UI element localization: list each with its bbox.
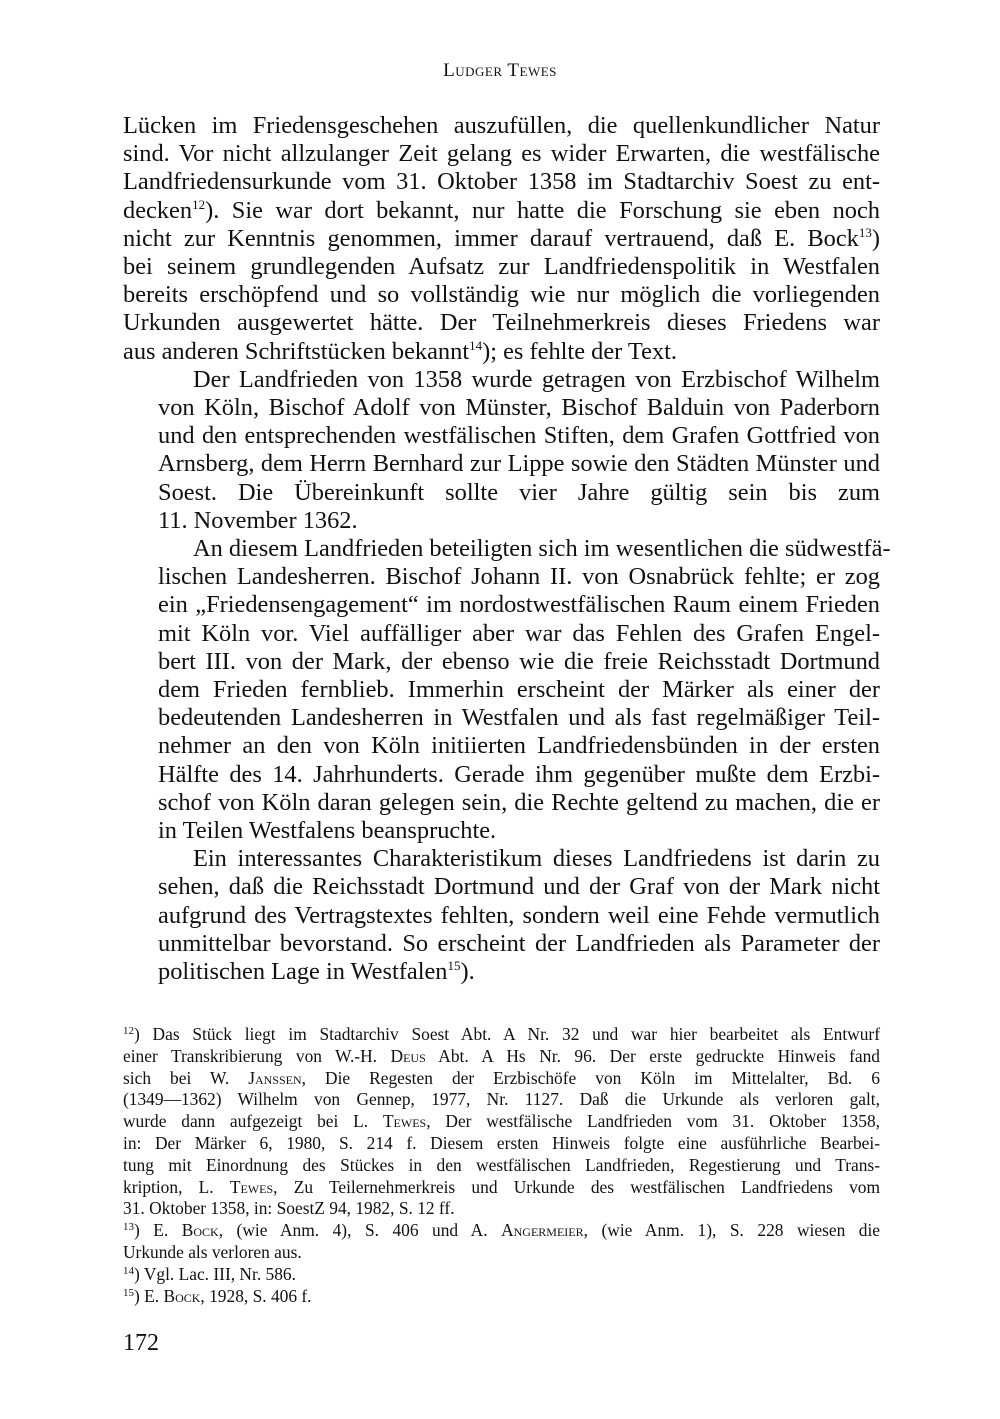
text-line xyxy=(123,338,880,366)
text-line: Lücken im Friedensgeschehen auszufüllen, die quellenkundlicher Natur xyxy=(123,112,880,139)
text-fragment: wurde dann aufgezeigt bei L. xyxy=(123,1111,383,1132)
text-fragment: ). Sie war dort bekannt, nur hatte die Forschung sie eben noch xyxy=(205,196,880,224)
running-head: Ludger Tewes xyxy=(443,60,557,81)
text-line xyxy=(123,197,880,225)
footnote-line: 31. Oktober 1358, in: SoestZ 94, 1982, S. 12 ff. xyxy=(123,1198,455,1219)
footnote-line: tung mit Einordnung des Stückes in den westfälischen Landfrieden, Regestierung und Trans- xyxy=(123,1154,880,1175)
footnote-line: (1349—1362) Wilhelm von Gennep, 1977, Nr. 1127. Daß die Urkunde als verloren galt, xyxy=(123,1089,880,1110)
text-fragment: Abt. A Hs Nr. 96. Der erste gedruckte Hinweis fand xyxy=(425,1045,880,1066)
text-fragment: decken xyxy=(123,196,193,224)
footnote-13 xyxy=(123,1220,880,1264)
text-line xyxy=(123,225,880,253)
footnote-line xyxy=(123,1264,880,1286)
footnote-line xyxy=(123,1286,880,1308)
paragraph xyxy=(123,535,891,845)
footnote-line xyxy=(123,1024,880,1046)
text-line: aufgrund des Vertragstextes fehlten, sondern weil eine Fehde vermutlich xyxy=(158,901,880,929)
text-line: lischen Landesherren. Bischof Johann II. von Osnabrück fehlte; er zog xyxy=(158,563,880,591)
text-fragment: ). xyxy=(460,958,475,986)
text-fragment: , (wie Anm. 4), S. 406 und A. xyxy=(218,1220,502,1241)
text-line: Landfriedensurkunde vom 31. Oktober 1358 im Stadtarchiv Soest zu ent- xyxy=(123,168,880,196)
footnote-12 xyxy=(123,1024,880,1220)
text-line: nehmer an den von Köln initiierten Landfriedensbünden in der ersten xyxy=(158,732,880,760)
text-fragment: , Zu Teilernehmerkreis und Urkunde des westfälischen Landfriedens vom xyxy=(273,1176,880,1197)
text-line: mit Köln vor. Viel auffälliger aber war das Fehlen des Grafen Engel- xyxy=(158,619,880,647)
text-line xyxy=(123,958,880,986)
text-line: Soest. Die Übereinkunft sollte vier Jahre gültig sein bis zum xyxy=(158,478,880,506)
text-line: bereits erschöpfend und so vollständig wie nur möglich die vorliegenden xyxy=(123,281,880,309)
text-line: von Köln, Bischof Adolf von Münster, Bischof Balduin von Paderborn xyxy=(158,394,880,422)
footnote-line xyxy=(123,1111,880,1133)
text-line: Der Landfrieden von 1358 wurde getragen von Erzbischof Wilhelm xyxy=(193,365,880,393)
text-line: schof von Köln daran gelegen sein, die Rechte geltend zu machen, die er xyxy=(158,788,880,816)
text-line: Urkunden ausgewertet hätte. Der Teilnehmerkreis dieses Friedens war xyxy=(123,309,880,337)
text-line: dem Frieden fernblieb. Immerhin erscheint der Märker als einer der xyxy=(158,676,880,704)
text-fragment: nicht zur Kenntnis genommen, immer darauf vertrauend, daß E. Bock xyxy=(123,224,859,252)
text-line: ein „Friedensengagement“ im nordostwestfälischen Raum einem Frieden xyxy=(158,591,880,619)
text-fragment: , Der westfälische Landfrieden vom 31. Oktober 1358, xyxy=(426,1111,880,1132)
footnote-ref: 13 xyxy=(858,224,872,240)
footnote-line xyxy=(123,1177,880,1199)
text-line: und den entsprechenden westfälischen Stiften, dem Grafen Gottfried von xyxy=(158,422,880,450)
footnote-marker: 14 xyxy=(123,1264,134,1277)
footnote-line xyxy=(123,1068,880,1090)
text-line: Arnsberg, dem Herrn Bernhard zur Lippe sowie den Städten Münster und xyxy=(158,450,880,478)
text-line: sind. Vor nicht allzulanger Zeit gelang es wider Erwarten, die westfälische xyxy=(123,140,880,168)
text-line: sehen, daß die Reichsstadt Dortmund und der Graf von der Mark nicht xyxy=(158,873,880,901)
text-line: Ein interessantes Charakteristikum dieses Landfriedens ist darin zu xyxy=(193,845,880,873)
author-name: Bock xyxy=(181,1220,219,1241)
footnote-15 xyxy=(123,1286,880,1308)
text-line: bert III. von der Mark, der ebenso wie die freie Reichsstadt Dortmund xyxy=(158,647,880,675)
paragraph xyxy=(123,366,880,535)
author-name: Janssen xyxy=(248,1067,302,1088)
author-name: Tewes xyxy=(382,1111,427,1132)
footnote-line xyxy=(123,1046,880,1068)
paragraph xyxy=(123,845,880,986)
footnote-ref: 14 xyxy=(469,337,483,353)
author-name: Angermeier xyxy=(501,1220,584,1241)
text-line: bedeutenden Landesherren in Westfalen und als fast regelmäßiger Teil- xyxy=(158,704,880,732)
author-name: Deus xyxy=(390,1045,426,1066)
text-fragment: ) E. xyxy=(134,1285,164,1306)
text-line: bei seinem grundlegenden Aufsatz zur Landfriedenspolitik in Westfalen xyxy=(123,253,880,281)
footnote-marker: 15 xyxy=(123,1286,134,1299)
text-fragment: ) Vgl. Lac. III, Nr. 586. xyxy=(134,1263,296,1284)
text-fragment: kription, L. xyxy=(123,1176,230,1197)
page-number: 172 xyxy=(123,1330,159,1356)
author-name: Tewes xyxy=(229,1176,274,1197)
text-fragment: , Die Regesten der Erzbischöfe von Köln im Mittelalter, Bd. 6 xyxy=(301,1067,880,1088)
text-fragment: ); es fehlte der Text. xyxy=(482,337,678,365)
footnote-ref: 15 xyxy=(447,958,461,974)
text-fragment: ) Das Stück liegt im Stadtarchiv Soest Abt. A Nr. 32 und war hier bearbeitet als Entwurf xyxy=(134,1024,880,1044)
text-fragment: aus anderen Schriftstücken bekannt xyxy=(123,337,470,365)
text-fragment: politischen Lage in Westfalen xyxy=(158,958,448,986)
text-fragment: ) E. xyxy=(134,1220,182,1241)
footnote-ref: 12 xyxy=(192,196,206,212)
footnote-line: in: Der Märker 6, 1980, S. 214 f. Diesem ersten Hinweis folgte eine ausführliche Bearbei- xyxy=(123,1132,880,1153)
text-line: 11. November 1362. xyxy=(158,506,358,534)
author-name: Bock xyxy=(163,1285,201,1306)
text-line: in Teilen Westfalens beanspruchte. xyxy=(158,817,497,845)
paragraph xyxy=(123,112,880,366)
footnote-marker: 12 xyxy=(123,1025,134,1037)
text-line: An diesem Landfrieden beteiligten sich im wesentlichen die südwestfä- xyxy=(193,535,891,563)
footnote-line: Urkunde als verloren aus. xyxy=(123,1241,302,1262)
text-fragment: , 1928, S. 406 f. xyxy=(200,1285,312,1306)
footnotes xyxy=(123,1024,880,1307)
text-fragment: einer Transkribierung von W.-H. xyxy=(123,1045,391,1066)
footnote-marker: 13 xyxy=(123,1221,134,1234)
text-line: Hälfte des 14. Jahrhunderts. Gerade ihm gegenüber mußte dem Erzbi- xyxy=(158,760,880,788)
footnote-14 xyxy=(123,1264,880,1286)
text-fragment: sich bei W. xyxy=(123,1067,249,1088)
text-fragment: ) xyxy=(871,224,880,252)
footnote-line xyxy=(123,1220,880,1242)
text-fragment: , (wie Anm. 1), S. 228 wiesen die xyxy=(583,1220,881,1241)
body-text xyxy=(123,112,891,986)
text-line: unmittelbar bevorstand. So erscheint der Landfrieden als Parameter der xyxy=(158,929,880,957)
